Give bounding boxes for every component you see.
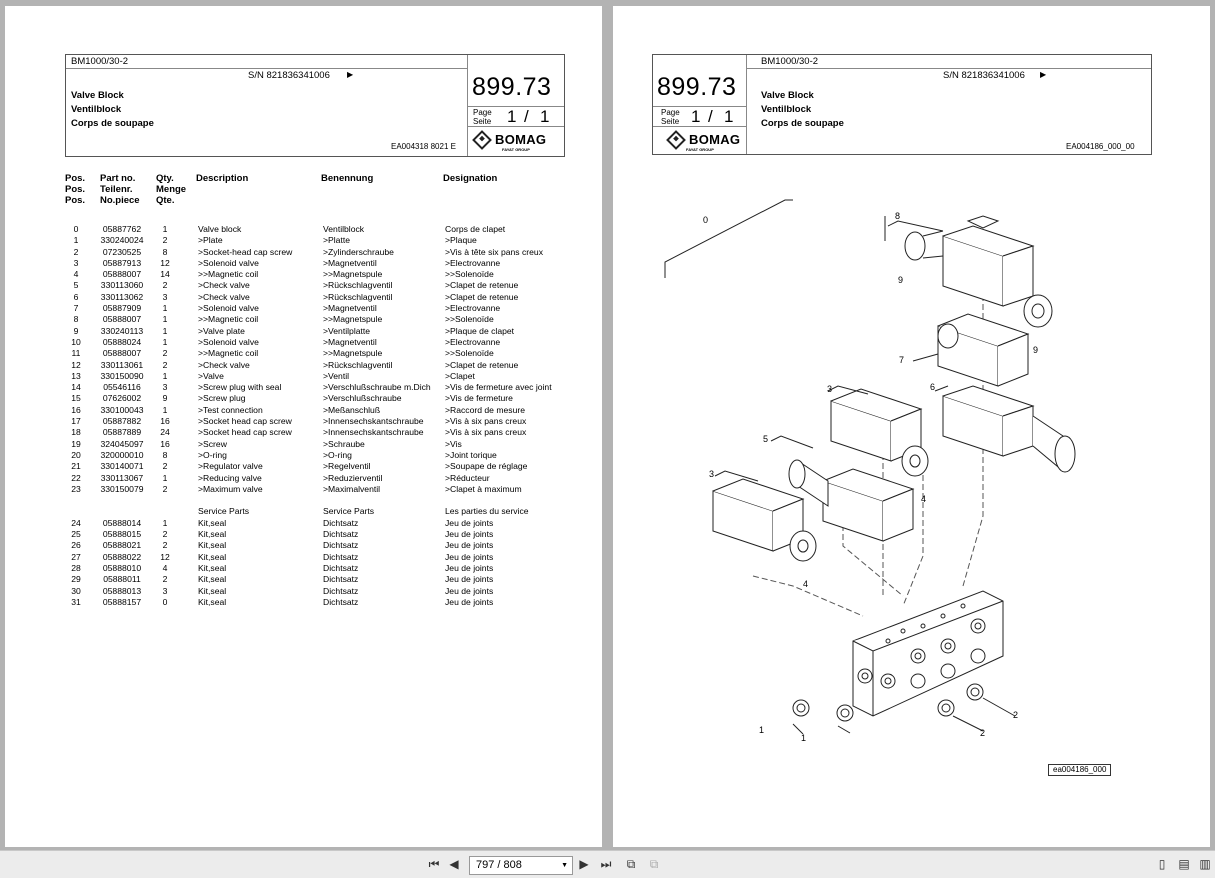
description-cell: >Check valve (198, 280, 250, 291)
pos-cell: 19 (71, 438, 81, 449)
pos-cell: 31 (71, 596, 81, 607)
benennung-cell: >Reduzierventil (323, 472, 383, 483)
designation-cell: >>Solenoïde (445, 269, 494, 280)
pos-cell: 18 (71, 427, 81, 438)
description-cell: >Solenoid valve (198, 303, 259, 314)
description-cell: >Socket-head cap screw (198, 246, 293, 257)
qty-cell: 8 (162, 449, 168, 460)
part-number-cell: 05888024 (102, 336, 142, 347)
pos-cell: 10 (71, 336, 81, 347)
description-cell: Kit,seal (198, 529, 227, 540)
serial-number: S/N 821836341006 (248, 70, 330, 81)
benennung-cell: Dichtsatz (323, 596, 359, 607)
part-number-cell: 05888015 (102, 529, 142, 540)
doc-code: EA004186_000_00 (1066, 142, 1135, 151)
solenoid-valve-middle (831, 389, 928, 476)
bomag-diamond-icon (472, 130, 492, 150)
designation-cell: Jeu de joints (445, 562, 494, 573)
pos-cell: 11 (71, 348, 81, 359)
pos-cell: 24 (71, 517, 81, 528)
part-number-cell: 05888010 (102, 562, 142, 573)
qty-cell: 1 (162, 325, 168, 336)
designation-cell: Jeu de joints (445, 551, 494, 562)
description-cell: Kit,seal (198, 585, 227, 596)
single-page-view-icon[interactable]: ▯ (1158, 857, 1166, 871)
pos-cell: 15 (71, 393, 81, 404)
logo-subtitle: FAYAT GROUP (502, 147, 530, 152)
page-number-select[interactable] (469, 856, 573, 875)
description-cell: >O-ring (198, 449, 227, 460)
qty-cell: 1 (162, 370, 168, 381)
pos-cell: 17 (71, 416, 81, 427)
group-number: 899.73 (657, 73, 737, 101)
part-number-cell: 05888007 (102, 348, 142, 359)
description-cell: >Screw plug with seal (198, 382, 282, 393)
qty-cell: 1 (162, 303, 168, 314)
description-cell: Kit,seal (198, 562, 227, 573)
part-number-cell: 05888022 (102, 551, 142, 562)
callout-8: 8 (895, 211, 901, 221)
designation-cell: >>Solenoïde (445, 314, 494, 325)
qty-cell: 1 (162, 224, 168, 234)
qty-cell: 2 (162, 235, 168, 246)
callout-4: 4 (921, 494, 927, 504)
qty-cell: 12 (160, 257, 170, 268)
model-label: BM1000/30-2 (71, 56, 129, 67)
part-number-cell: 05888011 (103, 574, 141, 585)
pos-cell: 14 (71, 382, 81, 393)
solenoid-valve-bottom (713, 479, 816, 561)
description-cell: Valve block (198, 224, 242, 234)
model-label: BM1000/30-2 (761, 56, 819, 67)
description-cell: >Plate (198, 235, 223, 246)
pos-cell: 29 (71, 574, 81, 585)
doc-code: EA004318 8021 E (391, 142, 456, 151)
designation-cell: >Soupape de réglage (445, 461, 528, 472)
part-number-cell: 320000010 (100, 449, 144, 460)
benennung-cell: >Innensechskantschraube (323, 416, 424, 427)
designation-cell: >Vis de fermeture (445, 393, 513, 404)
designation-cell: >Electrovanne (445, 303, 501, 314)
description-cell: >>Magnetic coil (198, 269, 259, 280)
callout-7: 7 (899, 355, 905, 365)
pos-cell: 1 (73, 235, 79, 246)
pos-cell: 27 (71, 551, 81, 562)
description-cell: >Valve plate (198, 325, 245, 336)
group-number: 899.73 (472, 73, 552, 101)
callout-4b: 4 (803, 579, 809, 589)
page-number-value: 797 / 808 (476, 859, 522, 871)
pos-cell: 13 (71, 370, 81, 381)
qty-cell: 0 (162, 596, 168, 607)
part-number-cell: 324045097 (100, 438, 144, 449)
title-de: Ventilblock (761, 104, 812, 115)
description-cell: >Check valve (198, 291, 250, 302)
description-cell: >Regulator valve (198, 461, 263, 472)
title-en: Valve Block (71, 90, 124, 101)
description-cell: Kit,seal (198, 540, 227, 551)
two-page-view-icon[interactable]: ▥ (1199, 857, 1211, 871)
chevron-down-icon[interactable]: ▼ (561, 862, 568, 869)
part-number-cell: 330150079 (100, 483, 144, 494)
description-cell: >Maximum valve (198, 483, 263, 494)
description-cell: >Check valve (198, 359, 250, 370)
part-number-cell: 330113062 (100, 291, 144, 302)
page-total: 1 (724, 107, 734, 126)
qty-cell: 1 (162, 336, 168, 347)
pos-cell: 28 (71, 562, 81, 573)
pos-cell: 8 (73, 314, 79, 325)
qty-cell: 3 (162, 291, 168, 302)
pos-cell: 16 (71, 404, 81, 415)
qty-cell: 2 (162, 359, 168, 370)
qty-cell: 24 (160, 427, 170, 438)
designation-cell: Jeu de joints (445, 596, 494, 607)
designation-cell: >Vis à six pans creux (445, 427, 527, 438)
callout-2b: 2 (980, 728, 986, 738)
qty-cell: 2 (162, 574, 168, 585)
leader-line (665, 200, 793, 278)
qty-cell: 4 (162, 562, 168, 573)
description-cell: Kit,seal (198, 596, 227, 607)
qty-cell: 9 (162, 393, 168, 404)
benennung-cell: >Magnetventil (323, 257, 377, 268)
qty-cell: 2 (162, 483, 168, 494)
designation-cell: >Vis à six pans creux (445, 416, 527, 427)
pos-cell: 21 (71, 461, 81, 472)
col-qty-header: Qty. Menge Qte. (156, 173, 187, 206)
part-number-cell: 330113060 (100, 280, 144, 291)
col-part-header: Part no. Teilenr. No.piece (100, 173, 140, 206)
benennung-cell: >Rückschlagventil (323, 291, 393, 302)
description-cell: >Socket head cap screw (198, 416, 292, 427)
benennung-cell: >Verschlußschraube m.Dich (323, 382, 431, 393)
benennung-cell: >Rückschlagventil (323, 359, 393, 370)
part-number-cell: 05888007 (102, 269, 142, 280)
benennung-cell: >Magnetventil (323, 336, 377, 347)
benennung-cell: >Magnetventil (323, 303, 377, 314)
qty-cell: 1 (162, 404, 168, 415)
continuous-view-icon[interactable]: ▤ (1178, 857, 1190, 871)
fit-width-icon[interactable]: ⧉ (649, 857, 659, 871)
solenoid-valve-top (905, 216, 1052, 327)
benennung-cell: >>Magnetspule (323, 348, 383, 359)
part-number-cell: 05546116 (103, 382, 141, 393)
service-header-cell: Les parties du service (445, 506, 529, 517)
pos-cell: 30 (71, 585, 81, 596)
bomag-logo: BOMAG (475, 132, 546, 147)
pos-cell: 9 (73, 325, 79, 336)
first-page-icon[interactable]: ⏮ (428, 857, 440, 871)
col-designation-header: Designation (443, 173, 498, 184)
check-valve-6 (943, 386, 1075, 472)
benennung-cell: >Ventil (323, 370, 350, 381)
part-number-cell: 330113067 (100, 472, 144, 483)
serial-arrow-icon[interactable]: ▶ (347, 70, 354, 79)
designation-cell: >Réducteur (445, 472, 490, 483)
callout-2: 2 (1013, 710, 1019, 720)
description-cell: >Socket head cap screw (198, 427, 292, 438)
pos-cell: 12 (71, 359, 81, 370)
serial-number: S/N 821836341006 (943, 70, 1025, 81)
benennung-cell: Dichtsatz (323, 574, 359, 585)
benennung-cell: >Innensechskantschraube (323, 427, 424, 438)
part-number-cell: 330140071 (100, 461, 144, 472)
benennung-cell: >O-ring (323, 449, 352, 460)
page-total: 1 (540, 107, 550, 126)
logo-subtitle: FAYAT GROUP (686, 147, 714, 152)
next-page-icon[interactable]: ▶ (579, 857, 589, 871)
col-pos-header: Pos. Pos. Pos. (65, 173, 86, 206)
service-header-cell: Service Parts (323, 506, 375, 517)
qty-cell: 12 (160, 551, 170, 562)
designation-cell: >Joint torique (445, 449, 497, 460)
designation-cell: >Clapet de retenue (445, 291, 519, 302)
pos-cell: 4 (73, 269, 79, 280)
designation-cell: Corps de clapet (445, 224, 506, 234)
benennung-cell: Dichtsatz (323, 585, 359, 596)
callout-6: 6 (930, 382, 936, 392)
fit-page-icon[interactable]: ⧉ (626, 857, 636, 871)
designation-cell: >Clapet (445, 370, 475, 381)
designation-cell: >Raccord de mesure (445, 404, 526, 415)
designation-cell: >Clapet de retenue (445, 280, 519, 291)
description-cell: >Reducing valve (198, 472, 262, 483)
bomag-logo: BOMAG (669, 132, 740, 147)
designation-cell: >Electrovanne (445, 257, 501, 268)
designation-cell: >Vis (445, 438, 462, 449)
pos-cell: 23 (71, 483, 81, 494)
description-cell: Kit,seal (198, 551, 227, 562)
qty-cell: 2 (162, 540, 168, 551)
benennung-cell: >>Magnetspule (323, 269, 383, 280)
service-header-cell: Service Parts (198, 506, 250, 517)
description-cell: >Screw (198, 438, 227, 449)
part-number-cell: 330150090 (100, 370, 144, 381)
designation-cell: Jeu de joints (445, 517, 494, 528)
benennung-cell: Dichtsatz (323, 517, 359, 528)
part-number-cell: 05887909 (102, 303, 142, 314)
benennung-cell: Dichtsatz (323, 562, 359, 573)
part-number-cell: 330113061 (100, 359, 144, 370)
benennung-cell: >Verschlußschraube (323, 393, 402, 404)
callout-1b: 1 (801, 733, 807, 743)
qty-cell: 14 (160, 269, 170, 280)
viewer-toolbar (0, 850, 1215, 878)
qty-cell: 2 (162, 529, 168, 540)
description-cell: Kit,seal (198, 517, 227, 528)
page-label-en: Page (473, 108, 492, 117)
exploded-view-drawing (653, 186, 1093, 746)
qty-cell: 3 (162, 382, 168, 393)
part-number-cell: 05888157 (102, 596, 142, 607)
part-number-cell: 07626002 (102, 393, 142, 404)
description-cell: >>Magnetic coil (198, 348, 259, 359)
qty-cell: 2 (162, 461, 168, 472)
part-number-cell: 07230525 (102, 246, 142, 257)
designation-cell: >Vis à tête six pans creux (445, 246, 544, 257)
pos-cell: 25 (71, 529, 81, 540)
qty-cell: 2 (162, 280, 168, 291)
last-page-icon[interactable]: ⏭ (600, 857, 612, 871)
part-number-cell: 330100043 (100, 404, 144, 415)
benennung-cell: Dichtsatz (323, 540, 359, 551)
pos-cell: 2 (73, 246, 79, 257)
benennung-cell: >Zylinderschraube (323, 246, 394, 257)
pos-cell: 20 (71, 449, 81, 460)
callout-5: 5 (763, 434, 769, 444)
qty-cell: 3 (162, 585, 168, 596)
designation-cell: Jeu de joints (445, 529, 494, 540)
designation-cell: >Clapet à maximum (445, 483, 522, 494)
benennung-cell: Dichtsatz (323, 529, 359, 540)
part-number-cell: 05888007 (102, 314, 142, 325)
benennung-cell: Ventilblock (323, 224, 365, 234)
description-cell: Kit,seal (198, 574, 227, 585)
benennung-cell: >Meßanschluß (323, 404, 381, 415)
pos-cell: 26 (71, 540, 81, 551)
benennung-cell: >Maximalventil (323, 483, 381, 494)
part-number-cell: 05888014 (102, 517, 142, 528)
serial-arrow-icon[interactable]: ▶ (1040, 70, 1047, 79)
title-de: Ventilblock (71, 104, 122, 115)
description-cell: >Solenoid valve (198, 336, 259, 347)
page-label-en: Page (661, 108, 680, 117)
pos-cell: 6 (73, 291, 79, 302)
prev-page-icon[interactable]: ◀ (449, 857, 459, 871)
part-number-cell: 05887882 (102, 416, 142, 427)
description-cell: >Test connection (198, 404, 263, 415)
description-cell: >Valve (198, 370, 224, 381)
designation-cell: >>Solenoïde (445, 348, 494, 359)
pos-cell: 7 (73, 303, 79, 314)
qty-cell: 1 (162, 517, 168, 528)
part-number-cell: 05888013 (102, 585, 142, 596)
part-number-cell: 330240113 (100, 325, 144, 336)
title-en: Valve Block (761, 90, 814, 101)
benennung-cell: >Regelventil (323, 461, 371, 472)
page-label-de: Seite (473, 117, 492, 126)
qty-cell: 8 (162, 246, 168, 257)
description-cell: >Screw plug (198, 393, 246, 404)
qty-cell: 16 (160, 416, 170, 427)
title-fr: Corps de soupape (761, 118, 844, 129)
page-current: 1 (691, 107, 701, 126)
designation-cell: >Clapet de retenue (445, 359, 519, 370)
pos-cell: 3 (73, 257, 79, 268)
description-cell: >Solenoid valve (198, 257, 259, 268)
part-number-cell: 05887913 (102, 257, 142, 268)
designation-cell: >Plaque de clapet (445, 325, 515, 336)
header-box (652, 54, 1152, 155)
benennung-cell: Dichtsatz (323, 551, 359, 562)
qty-cell: 16 (160, 438, 170, 449)
drawing-reference: ea004186_000 (1048, 764, 1111, 776)
callout-1: 1 (759, 725, 765, 735)
benennung-cell: >>Magnetspule (323, 314, 383, 325)
title-fr: Corps de soupape (71, 118, 154, 129)
pos-cell: 5 (73, 280, 79, 291)
part-number-cell: 330240024 (100, 235, 144, 246)
qty-cell: 1 (162, 314, 168, 325)
qty-cell: 2 (162, 348, 168, 359)
page-separator: / (708, 107, 713, 126)
check-valve-5 (789, 460, 913, 541)
designation-cell: Jeu de joints (445, 574, 494, 585)
designation-cell: Jeu de joints (445, 585, 494, 596)
description-cell: >>Magnetic coil (198, 314, 259, 325)
benennung-cell: >Ventilplatte (323, 325, 371, 336)
designation-cell: >Vis de fermeture avec joint (445, 382, 552, 393)
benennung-cell: >Platte (323, 235, 350, 246)
pos-cell: 0 (73, 224, 79, 234)
pos-cell: 22 (71, 472, 81, 483)
part-number-cell: 05888021 (102, 540, 142, 551)
callout-0: 0 (703, 215, 709, 225)
drawing-page (613, 6, 1210, 847)
part-number-cell: 05887889 (102, 427, 142, 438)
benennung-cell: >Rückschlagventil (323, 280, 393, 291)
bomag-diamond-icon (666, 130, 686, 150)
qty-cell: 1 (162, 472, 168, 483)
page-current: 1 (507, 107, 517, 126)
designation-cell: Jeu de joints (445, 540, 494, 551)
callout-9b: 9 (1033, 345, 1039, 355)
valve-plate (938, 314, 1028, 386)
part-number-cell: 05887762 (102, 224, 142, 234)
designation-cell: >Plaque (445, 235, 477, 246)
benennung-cell: >Schraube (323, 438, 365, 449)
header-box (65, 54, 565, 157)
callout-3b: 3 (709, 469, 715, 479)
col-benennung-header: Benennung (321, 173, 374, 184)
callout-3: 3 (827, 384, 833, 394)
callout-9: 9 (898, 275, 904, 285)
designation-cell: >Electrovanne (445, 336, 501, 347)
page-separator: / (524, 107, 529, 126)
parts-list-page (5, 6, 602, 847)
page-label-de: Seite (661, 117, 680, 126)
col-description-header: Description (196, 173, 249, 184)
